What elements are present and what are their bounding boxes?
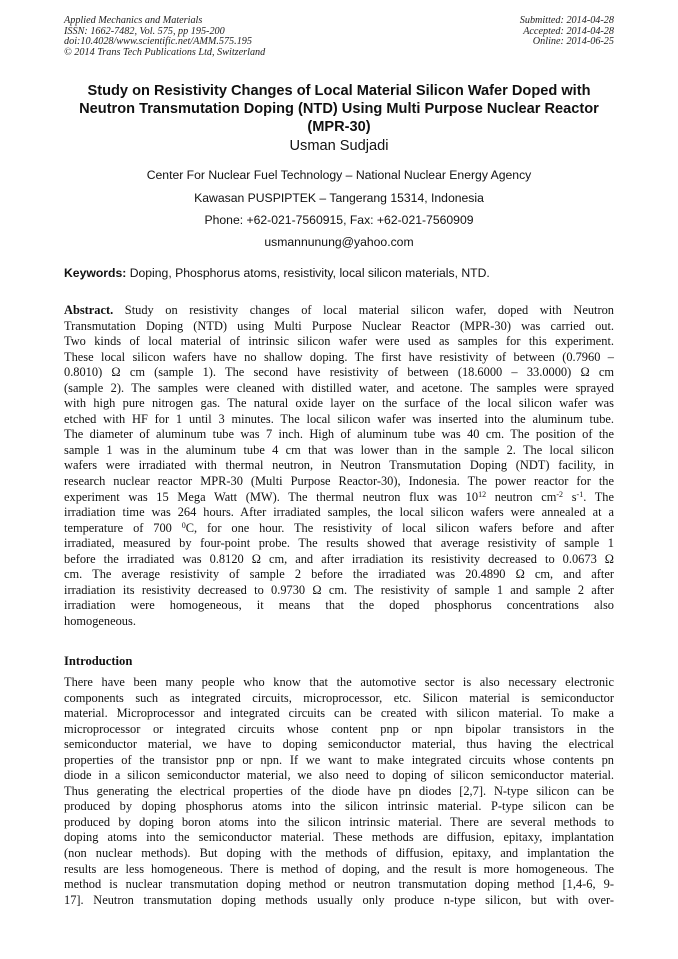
- abstract-line: etched with HF for 1 until 3 minutes. The local silicon wafer was inserted into the aluminum tube.: [64, 411, 614, 426]
- intro-line: produced by doping boron atoms into the silicon intrinsic material. There are several methods to: [64, 814, 614, 829]
- intro-line: There have been many people who know that the automotive sector is also necessary electronic: [64, 675, 614, 689]
- intro-line: semiconductor material, we have to doping semiconductor material, thus having the electrical: [64, 737, 614, 752]
- abstract-line: Two kinds of local material of intrinsic silicon wafer were used as samples for this experiment.: [64, 334, 614, 349]
- journal-info: [64, 16, 265, 58]
- abstract-line: (sample 2). The samples were cleaned with distilled water, and acetone. The samples were sprayed: [64, 380, 614, 395]
- abstract-line: with high pure nitrogen gas. The natural oxide layer on the surface of the local silicon wafer was: [64, 396, 614, 411]
- address-line: Kawasan PUSPIPTEK – Tangerang 15314, Indonesia: [194, 191, 484, 205]
- abstract-line: research nuclear reactor MPR-30 (Multi Purpose Reactor-30), Indonesia. The power reactor for the: [64, 474, 614, 489]
- affiliation-line: Center For Nuclear Fuel Technology – National Nuclear Energy Agency: [146, 168, 532, 182]
- intro-line: material. Microprocessor and integrated circuits can be created with silicon material. To make a: [64, 706, 614, 721]
- abstract-line: before the irradiated was 0.8120 Ω cm, and after irradiation its resistivity decreased to 0.0673 Ω: [64, 551, 614, 566]
- intro-line: method is nuclear transmutation doping method or neutron transmutation doping method [1,4-6, 9-: [64, 877, 614, 892]
- introduction-heading: Introduction: [64, 654, 133, 668]
- abstract-label: Abstract.: [64, 303, 114, 317]
- abstract-line: irradiation time was 264 hours. After irradiated samples, the local silicon wafers were annealed at a: [64, 505, 614, 520]
- abstract: [64, 303, 614, 629]
- keywords-text: Doping, Phosphorus atoms, resistivity, local silicon materials, NTD.: [126, 266, 490, 280]
- issn-line: ISSN: 1662-7482, Vol. 575, pp 195-200: [64, 25, 225, 37]
- abstract-line: sample 1 was in the aluminum tube 4 cm that was lower than in the sample 2. The local silicon: [64, 442, 614, 457]
- intro-line: 17]. Neutron transmutation doping methods usually only produce n-type silicon, but with over-: [64, 892, 614, 907]
- intro-line: results are less homogeneous. There is method of doping, and the result is more homogeneous. The: [64, 861, 614, 876]
- intro-line: Thus generating the electrical properties of the diode have pn diodes [2,7]. N-type silicon can be: [64, 783, 614, 798]
- abstract-line: homogeneous.: [64, 613, 136, 628]
- intro-line: components such as integrated circuits, microprocessor, etc. Silicon material is semiconductor: [64, 690, 614, 705]
- abstract-line: Abstract. Study on resistivity changes of local material silicon wafer, doped with Neutron: [64, 303, 614, 317]
- accepted-date: Accepted: 2014-04-28: [523, 25, 614, 37]
- online-date: Online: 2014-06-25: [532, 36, 614, 48]
- keywords-label: Keywords:: [64, 266, 127, 280]
- abstract-line: cm. The average resistivity of sample 2 before the irradiated was 20.4890 Ω cm, and after: [64, 567, 614, 582]
- journal-name: Applied Mechanics and Materials: [64, 15, 203, 26]
- doi-line: doi:10.4028/www.scientific.net/AMM.575.195: [64, 36, 252, 48]
- intro-line: diode in a silicon semiconductor material, we also need to doping of silicon semiconductor material.: [64, 768, 614, 783]
- intro-line: doping atoms into the semiconductor material. These methods are diffusion, epitaxy, implantation: [64, 830, 614, 845]
- introduction-body: [64, 675, 614, 908]
- submitted-date: Submitted: 2014-04-28: [519, 15, 614, 26]
- abstract-line: The diameter of aluminum tube was 7 inch. High of aluminum tube was 40 cm. The position of the: [64, 427, 614, 442]
- paper-title: Study on Resistivity Changes of Local Material Silicon Wafer Doped with Neutron Transmutation Doping (NTD) Using Multi Purpose Nuclear Reactor (MPR-30): [79, 83, 599, 135]
- intro-line: (non nuclear methods). But doping with the methods of diffusion, epitaxy, and implantation the: [64, 846, 614, 861]
- abstract-line: irradiated, measured by four-point probe. The results showed that average resistivity of sample 1: [64, 536, 614, 551]
- abstract-line: wafers were irradiated with thermal neutron, in Neutron Transmutation Doping (NDT) facility, in: [64, 458, 614, 473]
- abstract-line: These local silicon wafers have no shallow doping. The first have resistivity of between (0.7960 –: [64, 349, 614, 364]
- abstract-line: irradiation were homogeneous, it means that the doped phosphorus concentrations also: [64, 598, 614, 613]
- abstract-line-temperature: temperature of 700 $^0$C, for one hour. The resistivity of local silicon wafers before and after: [64, 520, 614, 535]
- phone-line: Phone: +62-021-7560915, Fax: +62-021-7560909: [204, 213, 474, 227]
- intro-line: produced by doping phosphorus atoms into the silicon intrinsic material. P-type silicon can be: [64, 799, 614, 814]
- submission-dates: [520, 16, 614, 48]
- abstract-line-flux: experiment was 15 Mega Watt (MW). The thermal neutron flux was $10^{12}$ neutron $cm^{-2}$ $s^{-1}$. The: [64, 489, 614, 504]
- copyright-line: © 2014 Trans Tech Publications Ltd, Switzerland: [64, 46, 266, 58]
- keywords: [64, 266, 614, 281]
- abstract-line: Transmutation Doping (NTD) using Multi Purpose Nuclear Reactor (MPR-30) was carried out.: [64, 318, 614, 333]
- intro-line: properties of the transistor pnp or npn. If we want to make integrated circuits whose contents pn: [64, 752, 614, 767]
- author-name: Usman Sudjadi: [289, 138, 389, 154]
- abstract-line: irradiation its resistivity decreased to 0.9730 Ω cm. The resistivity of sample 1 and sample 2 after: [64, 582, 614, 597]
- intro-line: microprocessor or integrated circuits whose content pnp or npn bipolar transistors in the: [64, 721, 614, 736]
- email-line: usmannunung@yahoo.com: [264, 235, 414, 249]
- abstract-line: 0.8010) Ω cm (sample 1). The second have resistivity of between (18.6000 – 33.0000) Ω cm: [64, 365, 614, 380]
